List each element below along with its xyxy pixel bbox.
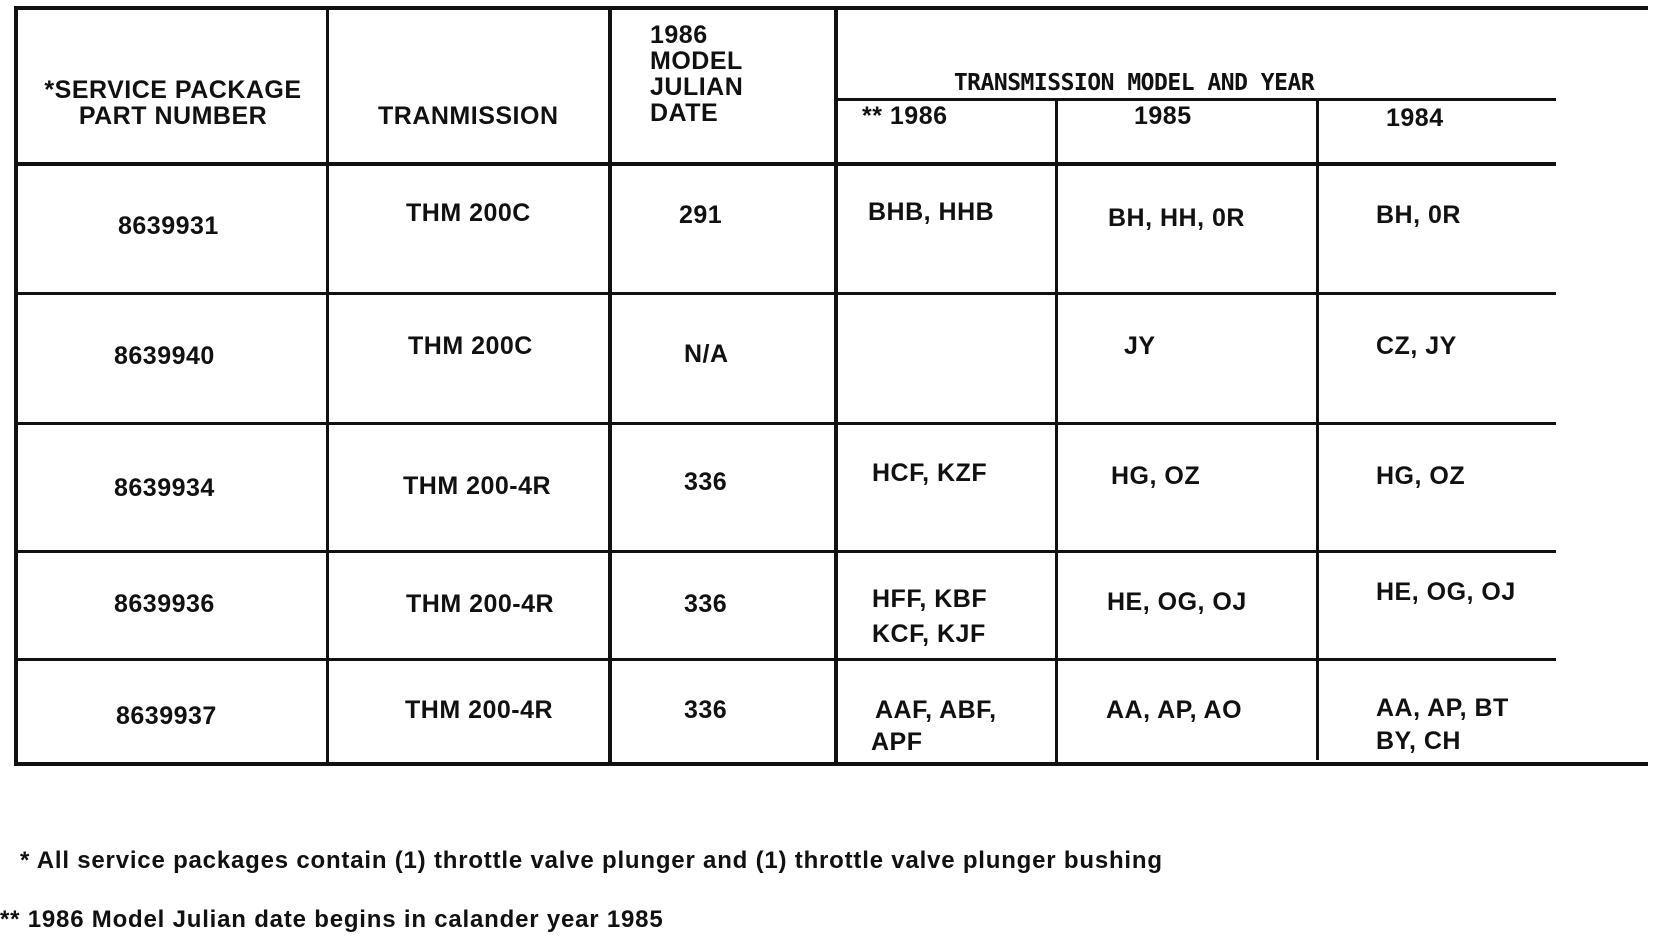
header-part-number-line1: *SERVICE PACKAGE	[44, 76, 302, 104]
header-julian-line1: 1986	[650, 21, 708, 49]
header-julian-line4: DATE	[650, 99, 719, 127]
row-divider	[14, 422, 1556, 425]
header-model-year-group: TRANSMISSION MODEL AND YEAR	[953, 70, 1315, 96]
row5-part-number: 8639937	[116, 702, 217, 730]
row4-part-number: 8639936	[114, 590, 215, 618]
row1-transmission: THM 200C	[406, 199, 531, 227]
row3-julian-date: 336	[684, 468, 728, 496]
row1-1984-codes: BH, 0R	[1376, 201, 1461, 229]
row3-transmission: THM 200-4R	[403, 472, 552, 500]
row3-1984-codes: HG, OZ	[1376, 462, 1466, 490]
column-divider	[608, 6, 612, 766]
column-divider	[834, 6, 838, 766]
row5-1984-codes-line1: AA, AP, BT	[1376, 694, 1509, 722]
row5-1986-codes-line2: APF	[871, 728, 923, 756]
row2-part-number: 8639940	[114, 342, 215, 370]
table-border-bottom	[14, 762, 1648, 766]
header-transmission: TRANMISSION	[378, 102, 559, 130]
footnote-julian-date: ** 1986 Model Julian date begins in calander year 1985	[0, 906, 664, 933]
table-border-top	[14, 6, 1648, 10]
row4-1985-codes: HE, OG, OJ	[1107, 588, 1247, 616]
row2-1984-codes: CZ, JY	[1376, 332, 1457, 360]
row4-1986-codes-line1: HFF, KBF	[872, 585, 988, 613]
row5-transmission: THM 200-4R	[405, 696, 554, 724]
footnote-service-packages: * All service packages contain (1) throttle valve plunger and (1) throttle valve plunger bushing	[20, 847, 1163, 874]
row4-julian-date: 336	[684, 590, 728, 618]
column-divider	[1055, 98, 1058, 766]
row1-1985-codes: BH, HH, 0R	[1108, 204, 1245, 232]
row4-transmission: THM 200-4R	[406, 590, 555, 618]
row-divider	[14, 550, 1556, 553]
row1-1986-codes: BHB, HHB	[868, 198, 995, 226]
row5-1984-codes-line2: BY, CH	[1376, 727, 1461, 755]
row5-julian-date: 336	[684, 696, 728, 724]
row3-1986-codes: HCF, KZF	[872, 459, 988, 487]
row-divider	[14, 292, 1556, 295]
header-part-number-line2: PART NUMBER	[78, 102, 268, 130]
row1-julian-date: 291	[679, 201, 723, 229]
header-year-1984: 1984	[1386, 104, 1444, 132]
header-year-1986: ** 1986	[862, 102, 948, 130]
transmission-service-table	[14, 6, 1648, 806]
row3-part-number: 8639934	[114, 474, 215, 502]
row1-part-number: 8639931	[118, 212, 219, 240]
header-row-divider	[14, 162, 1556, 166]
row-divider	[14, 658, 1556, 661]
row4-1984-codes: HE, OG, OJ	[1376, 578, 1516, 606]
header-julian-line2: MODEL	[650, 47, 743, 75]
row5-1985-codes: AA, AP, AO	[1106, 696, 1243, 724]
row5-1986-codes-line1: AAF, ABF,	[875, 696, 997, 724]
header-year-1985: 1985	[1134, 102, 1192, 130]
row2-julian-date: N/A	[684, 340, 729, 368]
row3-1985-codes: HG, OZ	[1111, 462, 1201, 490]
row2-transmission: THM 200C	[408, 332, 533, 360]
group-header-divider	[836, 98, 1556, 101]
header-julian-line3: JULIAN	[650, 73, 744, 101]
row4-1986-codes-line2: KCF, KJF	[872, 620, 986, 648]
row2-1985-codes: JY	[1124, 332, 1156, 360]
